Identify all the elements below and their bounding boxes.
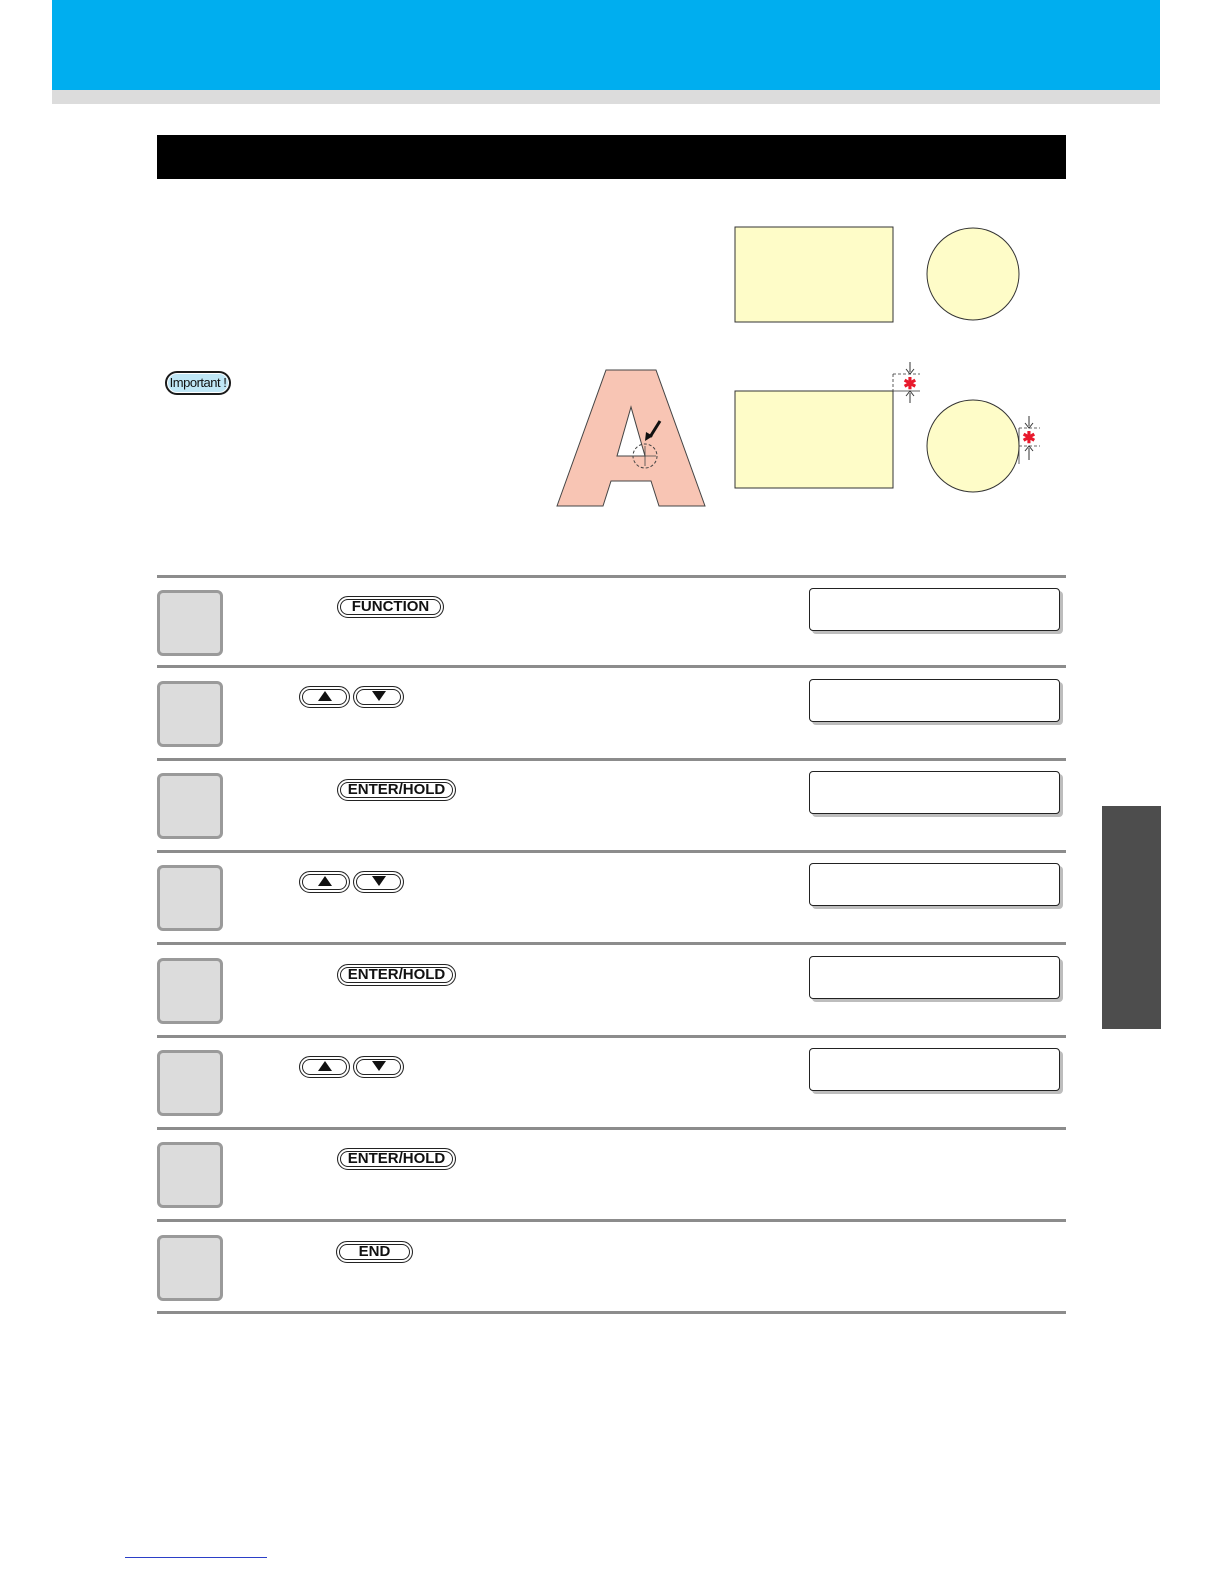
offset-rectangle [735, 391, 893, 488]
letter-a-shape [557, 370, 705, 506]
triangle-up-icon [318, 876, 332, 886]
step-number-box [157, 1050, 223, 1116]
step-divider [157, 942, 1066, 945]
step-divider [157, 850, 1066, 853]
step-divider [157, 1035, 1066, 1038]
lcd-display [809, 956, 1060, 999]
important-badge: Important ! [165, 371, 231, 395]
triangle-up-icon [318, 691, 332, 701]
top-banner-shadow [52, 90, 1160, 104]
function-key[interactable]: FUNCTION [337, 596, 444, 618]
step-number-box [157, 865, 223, 931]
step-divider [157, 1219, 1066, 1222]
lcd-display [809, 1048, 1060, 1091]
triangle-down-icon [372, 691, 386, 701]
lcd-display [809, 863, 1060, 906]
sample-circle [927, 228, 1019, 320]
offset-marker-icon: ✱ [1022, 430, 1036, 447]
up-key[interactable] [299, 871, 350, 893]
step-divider [157, 758, 1066, 761]
down-key[interactable] [353, 871, 404, 893]
up-key[interactable] [299, 686, 350, 708]
lcd-display [809, 588, 1060, 631]
lcd-display [809, 679, 1060, 722]
step-number-box [157, 681, 223, 747]
end-key[interactable]: END [336, 1241, 413, 1263]
step-number-box [157, 1142, 223, 1208]
down-key[interactable] [353, 686, 404, 708]
section-title-bar [157, 135, 1066, 179]
step-number-box [157, 773, 223, 839]
offset-circle [927, 400, 1019, 492]
lcd-display [809, 771, 1060, 814]
step-number-box [157, 1235, 223, 1301]
step-number-box [157, 590, 223, 656]
step-divider [157, 1127, 1066, 1130]
shape-illustration [550, 215, 1060, 515]
step-divider [157, 1311, 1066, 1314]
enter-hold-key[interactable]: ENTER/HOLD [337, 964, 456, 986]
enter-hold-key[interactable]: ENTER/HOLD [337, 1148, 456, 1170]
triangle-down-icon [372, 876, 386, 886]
step-number-box [157, 958, 223, 1024]
down-key[interactable] [353, 1056, 404, 1078]
step-divider [157, 665, 1066, 668]
triangle-down-icon [372, 1061, 386, 1071]
top-banner [52, 0, 1160, 90]
chapter-side-tab [1102, 806, 1161, 1029]
sample-rectangle [735, 227, 893, 322]
up-key[interactable] [299, 1056, 350, 1078]
enter-hold-key[interactable]: ENTER/HOLD [337, 779, 456, 801]
offset-marker-icon: ✱ [903, 376, 917, 393]
step-divider [157, 575, 1066, 578]
triangle-up-icon [318, 1061, 332, 1071]
footer-link-underline [125, 1557, 267, 1558]
